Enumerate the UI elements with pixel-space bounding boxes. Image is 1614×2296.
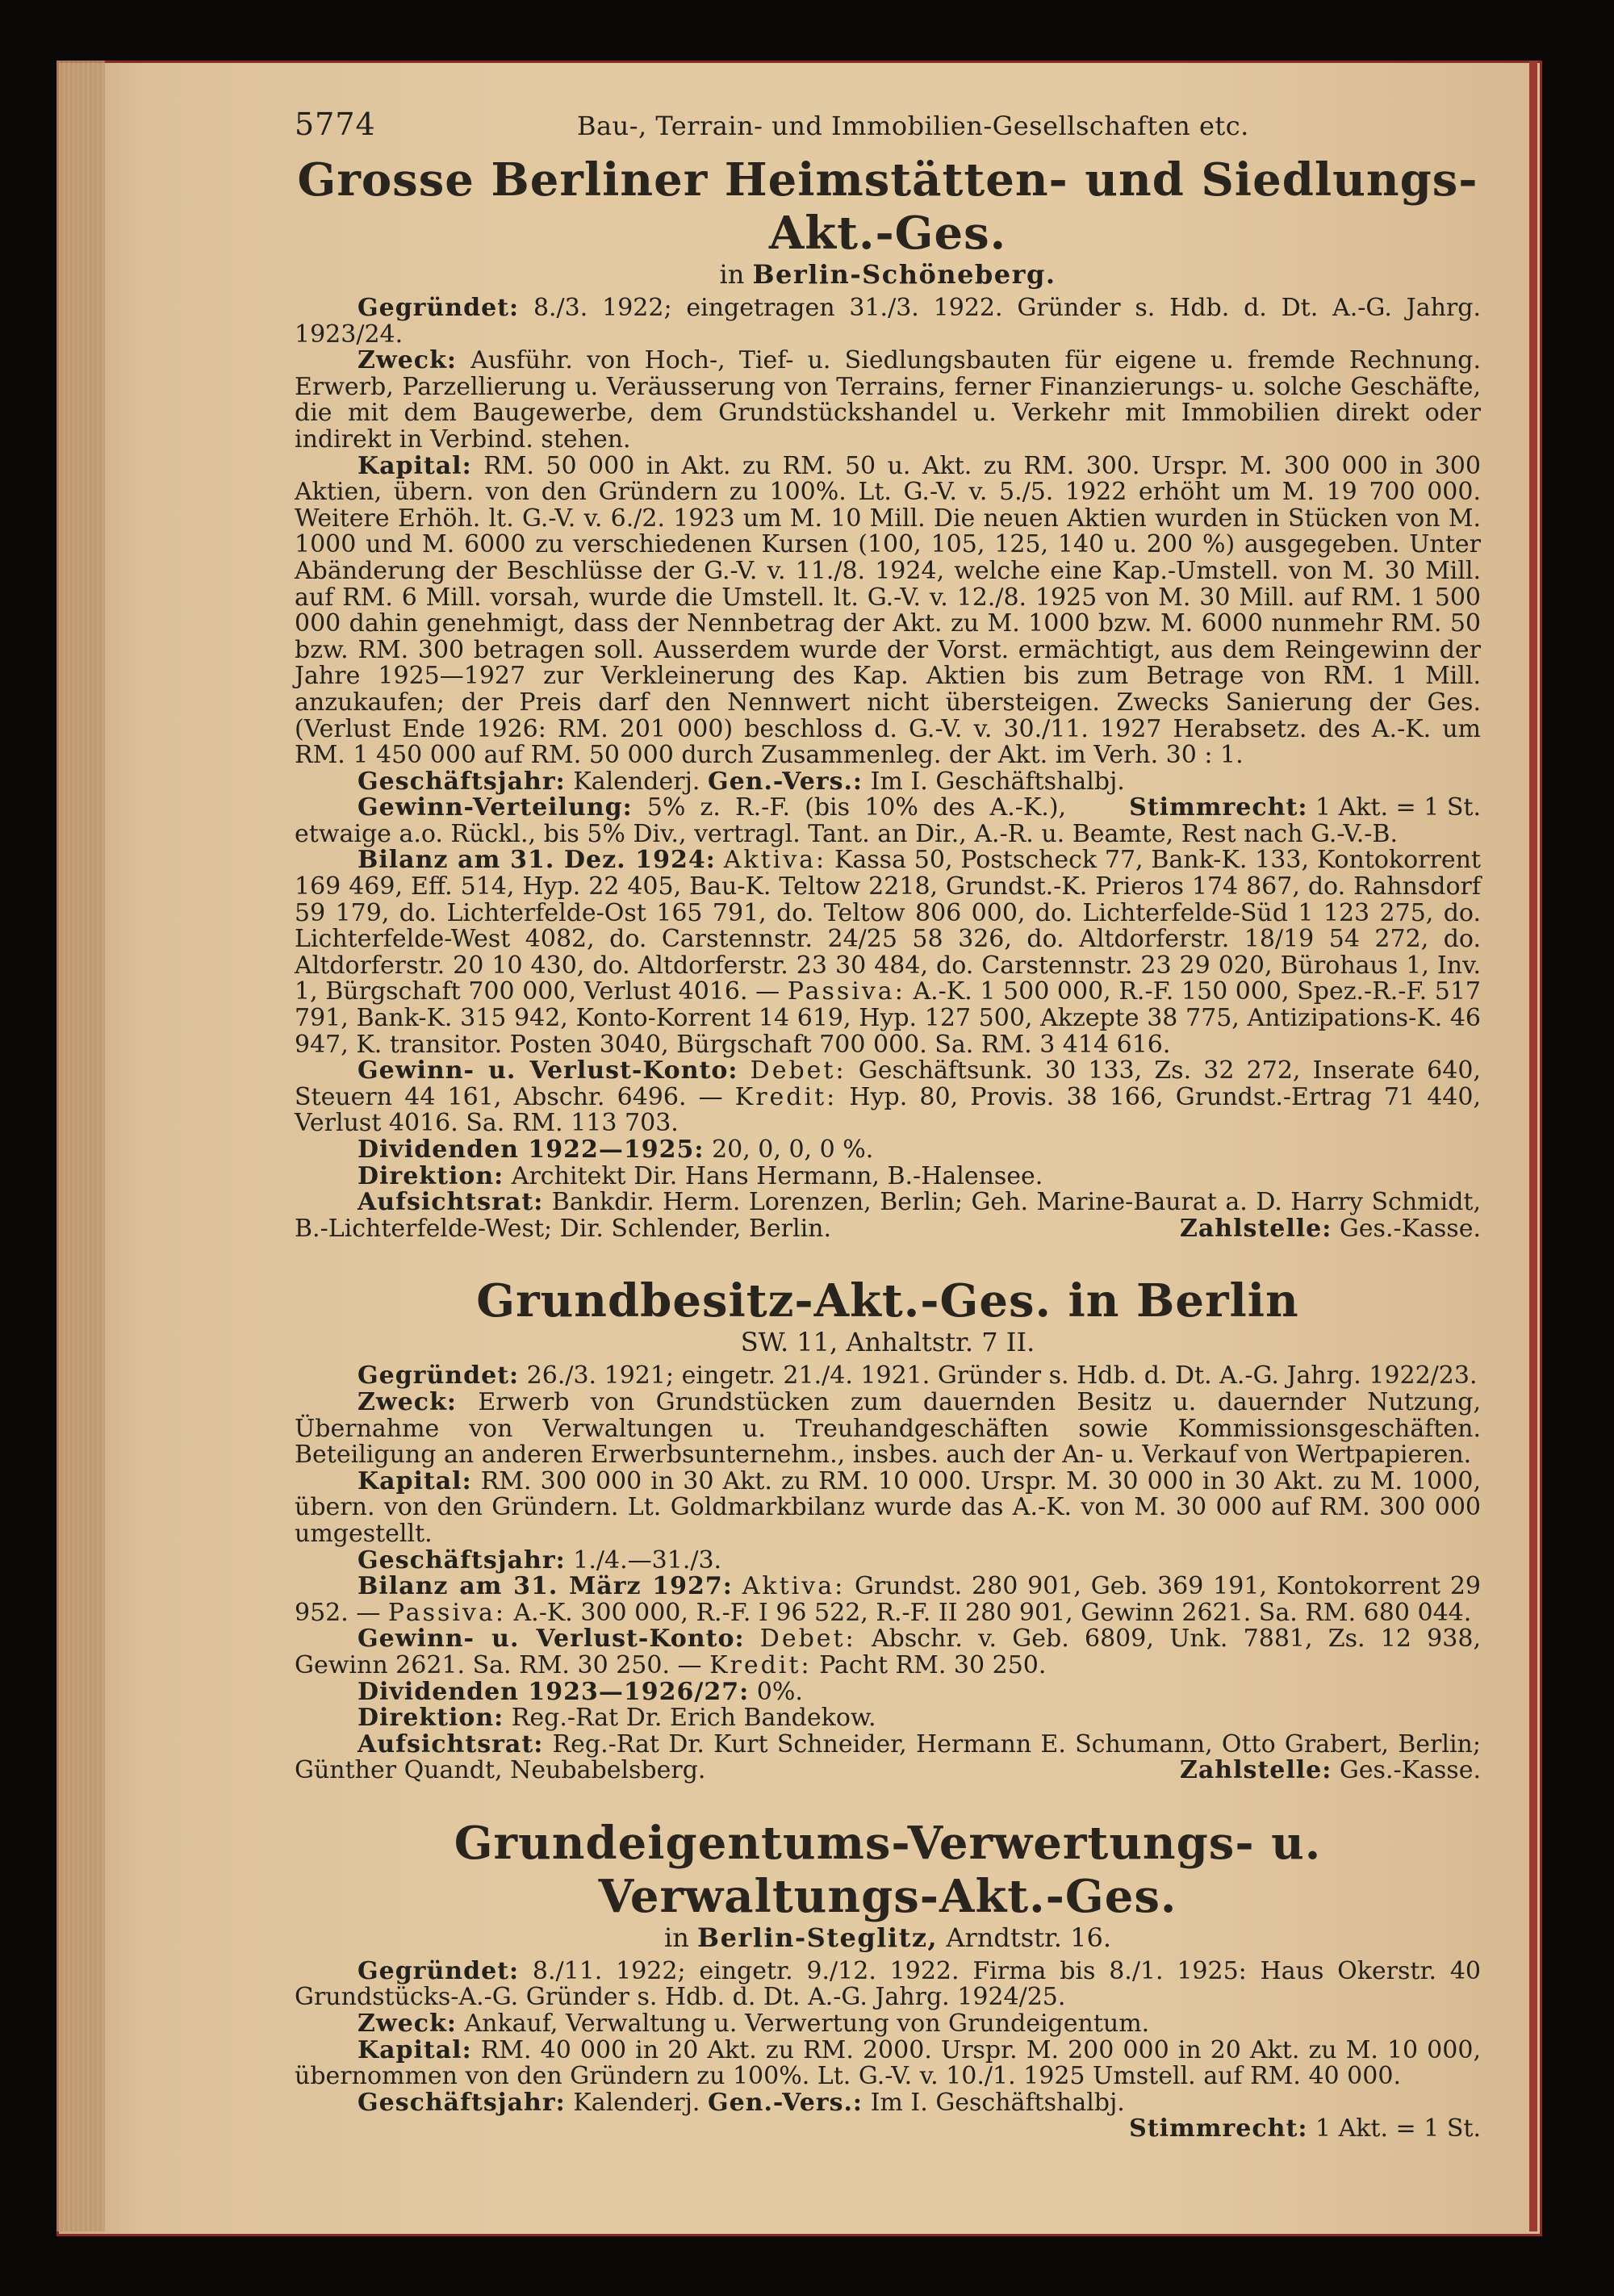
company-title: Grundeigentums-Verwertungs- u. Verwaltungs-Akt.-Ges.	[454, 1816, 1322, 1923]
page-edge	[1529, 61, 1537, 2231]
purpose-paragraph: Zweck: Erwerb von Grundstücken zum dauernden Besitz u. dauernder Nutzung, Übernahme von Verwaltungen u. Treuhandgeschäften sowie Kommissionsgeschäften. Beteiligung an anderen Erwerbsunternehm., insbes. auch der An- u. Verkauf von Wertpapieren.	[295, 1387, 1481, 1470]
fiscal-paragraph: Geschäftsjahr: Kalenderj. Gen.-Vers.: Im I. Geschäftshalbj. Stimmrecht: 1 Akt. = 1 St.	[358, 2088, 1481, 2143]
balance-sheet-paragraph: Bilanz am 31. Dez. 1924: Aktiva: Kassa 50, Postscheck 77, Bank-K. 133, Kontokorrent 169 469, Eff. 514, Hyp. 22 405, Bau-K. Teltow 2218, Grundst.-K. Prieros 174 867, do. Rahnsdorf 59 179, do. Lichterfelde-Ost 165 791, do. Teltow 806 000, do. Lichterfelde-Süd 1 123 275, do. Lichterfelde-West 4082, do. Carstennstr. 24/25 58 326, do. Altdorferstr. 18/19 54 272, do. Altdorferstr. 20 10 430, do. Altdorferstr. 23 30 484, do. Carstennstr. 23 29 020, Bürohaus 1, Inv. 1, Bürgschaft 700 000, Verlust 4016. — Passiva: A.-K. 1 500 000, R.-F. 150 000, Spez.-R.-F. 517 791, Bank-K. 315 942, Konto-Korrent 14 619, Hyp. 127 500, Akzepte 38 775, Antizipations-K. 46 947, K. transitor. Posten 3040, Bürgschaft 700 000. Sa. RM. 3 414 616.	[295, 846, 1481, 1059]
company-title: Grundbesitz-Akt.-Ges. in Berlin	[476, 1274, 1299, 1328]
profit-loss-paragraph: Gewinn- u. Verlust-Konto: Debet: Geschäftsunk. 30 133, Zs. 32 272, Inserate 640, Steuern 44 161, Abschr. 6496. — Kredit: Hyp. 80, Provis. 38 166, Grundst.-Ertrag 71 440, Verlust 4016. Sa. RM. 113 703.	[295, 1056, 1481, 1138]
fiscal-paragraph: Geschäftsjahr: 1./4.—31./3.	[358, 1545, 722, 1575]
company-entry-3	[295, 1816, 1481, 2143]
dividends-paragraph: Dividenden 1923—1926/27: 0%.	[358, 1677, 803, 1706]
company-location: SW. 11, Anhaltstr. 7 II.	[740, 1327, 1035, 1358]
running-head: Bau-, Terrain- und Immobilien-Gesellschaften etc.	[577, 111, 1249, 141]
purpose-paragraph: Zweck: Ausführ. von Hoch-, Tief- u. Siedlungsbauten für eigene u. fremde Rechnung. Erwerb, Parzellierung u. Veräusserung von Terrains, ferner Finanzierungs- u. solche Geschäfte, die mit dem Baugewerbe, dem Grundstückshandel u. Verkehr mit Immobilien direkt oder indirekt in Verbind. stehen.	[295, 346, 1481, 454]
company-city: Berlin-Schöneberg.	[752, 259, 1056, 290]
page-header	[295, 107, 1481, 153]
company-location: in Berlin-Steglitz, Arndtstr. 16.	[664, 1922, 1111, 1953]
purpose-paragraph: Zweck: Ankauf, Verwaltung u. Verwertung von Grundeigentum.	[358, 2010, 1150, 2039]
company-city: Berlin-Steglitz,	[697, 1922, 939, 1953]
company-location: in Berlin-Schöneberg.	[719, 259, 1056, 290]
capital-paragraph: Kapital: RM. 300 000 in 30 Akt. zu RM. 10 000. Urspr. M. 30 000 in 30 Akt. zu M. 1000, übern. von den Gründern. Lt. Goldmarkbilanz wurde das A.-K. von M. 30 000 auf RM. 300 000 umgestellt.	[295, 1466, 1481, 1548]
profit-loss-paragraph: Gewinn- u. Verlust-Konto: Debet: Abschr. v. Geb. 6809, Unk. 7881, Zs. 12 938, Gewinn 2621. Sa. RM. 30 250. — Kredit: Pacht RM. 30 250.	[295, 1625, 1481, 1679]
founded-paragraph: Gegründet: 8./3. 1922; eingetragen 31./3. 1922. Gründer s. Hdb. d. Dt. A.-G. Jahrg. 1923/24.	[295, 294, 1481, 349]
management-paragraph: Direktion: Architekt Dir. Hans Hermann, B.-Halensee.	[358, 1161, 1043, 1190]
balance-sheet-paragraph: Bilanz am 31. März 1927: Aktiva: Grundst. 280 901, Geb. 369 191, Kontokorrent 29 952. — Passiva: A.-K. 300 000, R.-F. I 96 522, R.-F. II 280 901, Gewinn 2621. Sa. RM. 680 044.	[295, 1572, 1482, 1627]
supervisory-board-paragraph: Aufsichtsrat: Reg.-Rat Dr. Kurt Schneider, Hermann E. Schumann, Otto Grabert, Berlin; Günther Quandt, Neubabelsberg. Zahlstelle: Ges.-Kasse.	[295, 1729, 1481, 1785]
founded-paragraph: Gegründet: 8./11. 1922; eingetr. 9./12. 1922. Firma bis 8./1. 1925: Haus Okerstr. 40 Grundstücks-A.-G. Gründer s. Hdb. d. Dt. A.-G. Jahrg. 1924/25.	[295, 1956, 1481, 2012]
supervisory-board-paragraph: Aufsichtsrat: Bankdir. Herm. Lorenzen, Berlin; Geh. Marine-Baurat a. D. Harry Schmidt, B.-Lichterfelde-West; Dir. Schlender, Berlin. Zahlstelle: Ges.-Kasse.	[295, 1188, 1481, 1243]
company-title: Grosse Berliner Heimstätten- und Siedlungs-Akt.-Ges.	[297, 153, 1478, 260]
company-entry-2	[295, 1274, 1481, 1784]
page-number: 5774	[295, 107, 376, 142]
founded-paragraph: Gegründet: 26./3. 1921; eingetr. 21./4. 1921. Gründer s. Hdb. d. Dt. A.-G. Jahrg. 1922/23.	[358, 1361, 1478, 1391]
capital-paragraph: Kapital: RM. 50 000 in Akt. zu RM. 50 u. Akt. zu RM. 300. Urspr. M. 300 000 in 300 Aktien, übern. von den Gründern zu 100%. Lt. G.-V. v. 5./5. 1922 erhöht um M. 19 700 000. Weitere Erhöh. lt. G.-V. v. 6./2. 1923 um M. 10 Mill. Die neuen Aktien wurden in Stücken von M. 1000 und M. 6000 zu verschiedenen Kursen (100, 105, 125, 140 u. 200 %) ausgegeben. Unter Abänderung der Beschlüsse der G.-V. v. 11./8. 1924, welche eine Kap.-Umstell. von M. 30 Mill. auf RM. 6 Mill. vorsah, wurde die Umstell. lt. G.-V. v. 12./8. 1925 von M. 30 Mill. auf RM. 1 500 000 dahin genehmigt, dass der Nennbetrag der Akt. zu M. 1000 bzw. M. 6000 nunmehr RM. 50 bzw. RM. 300 betragen soll. Ausserdem wurde der Vorst. ermächtigt, aus dem Reingewinn der Jahre 1925—1927 zur Verkleinerung des Kap. Aktien bis zum Betrage von RM. 1 Mill. anzukaufen; der Preis darf den Nennwert nicht übersteigen. Zwecks Sanierung der Ges. (Verlust Ende 1926: RM. 201 000) beschloss d. G.-V. v. 30./11. 1927 Herabsetz. des A.-K. um RM. 1 450 000 auf RM. 50 000 durch Zusammenleg. der Akt. im Verh. 30 : 1.	[295, 451, 1481, 770]
capital-paragraph: Kapital: RM. 40 000 in 20 Akt. zu RM. 2000. Urspr. M. 200 000 in 20 Akt. zu M. 10 000, übernommen von den Gründern zu 100%. Lt. G.-V. v. 10./1. 1925 Umstell. auf RM. 40 000.	[295, 2035, 1481, 2091]
page-content	[295, 107, 1482, 2143]
company-entry-1	[295, 153, 1481, 1242]
profit-distribution-paragraph: Gewinn-Verteilung: 5% z. R.-F. (bis 10% des A.-K.), etwaige a.o. Rückl., bis 5% Div., vertragl. Tant. an Dir., A.-R. u. Beamte, Rest nach G.-V.-B.	[295, 793, 1399, 848]
section-spacer	[295, 1242, 1481, 1274]
page-gutter	[56, 61, 105, 2231]
dividends-paragraph: Dividenden 1922—1925: 20, 0, 0, 0 %.	[358, 1135, 874, 1164]
fiscal-paragraph: Geschäftsjahr: Kalenderj. Gen.-Vers.: Im I. Geschäftshalbj. Stimmrecht: 1 Akt. = 1 St.	[358, 767, 1481, 822]
management-paragraph: Direktion: Reg.-Rat Dr. Erich Bandekow.	[358, 1704, 876, 1733]
section-spacer	[295, 1784, 1481, 1817]
